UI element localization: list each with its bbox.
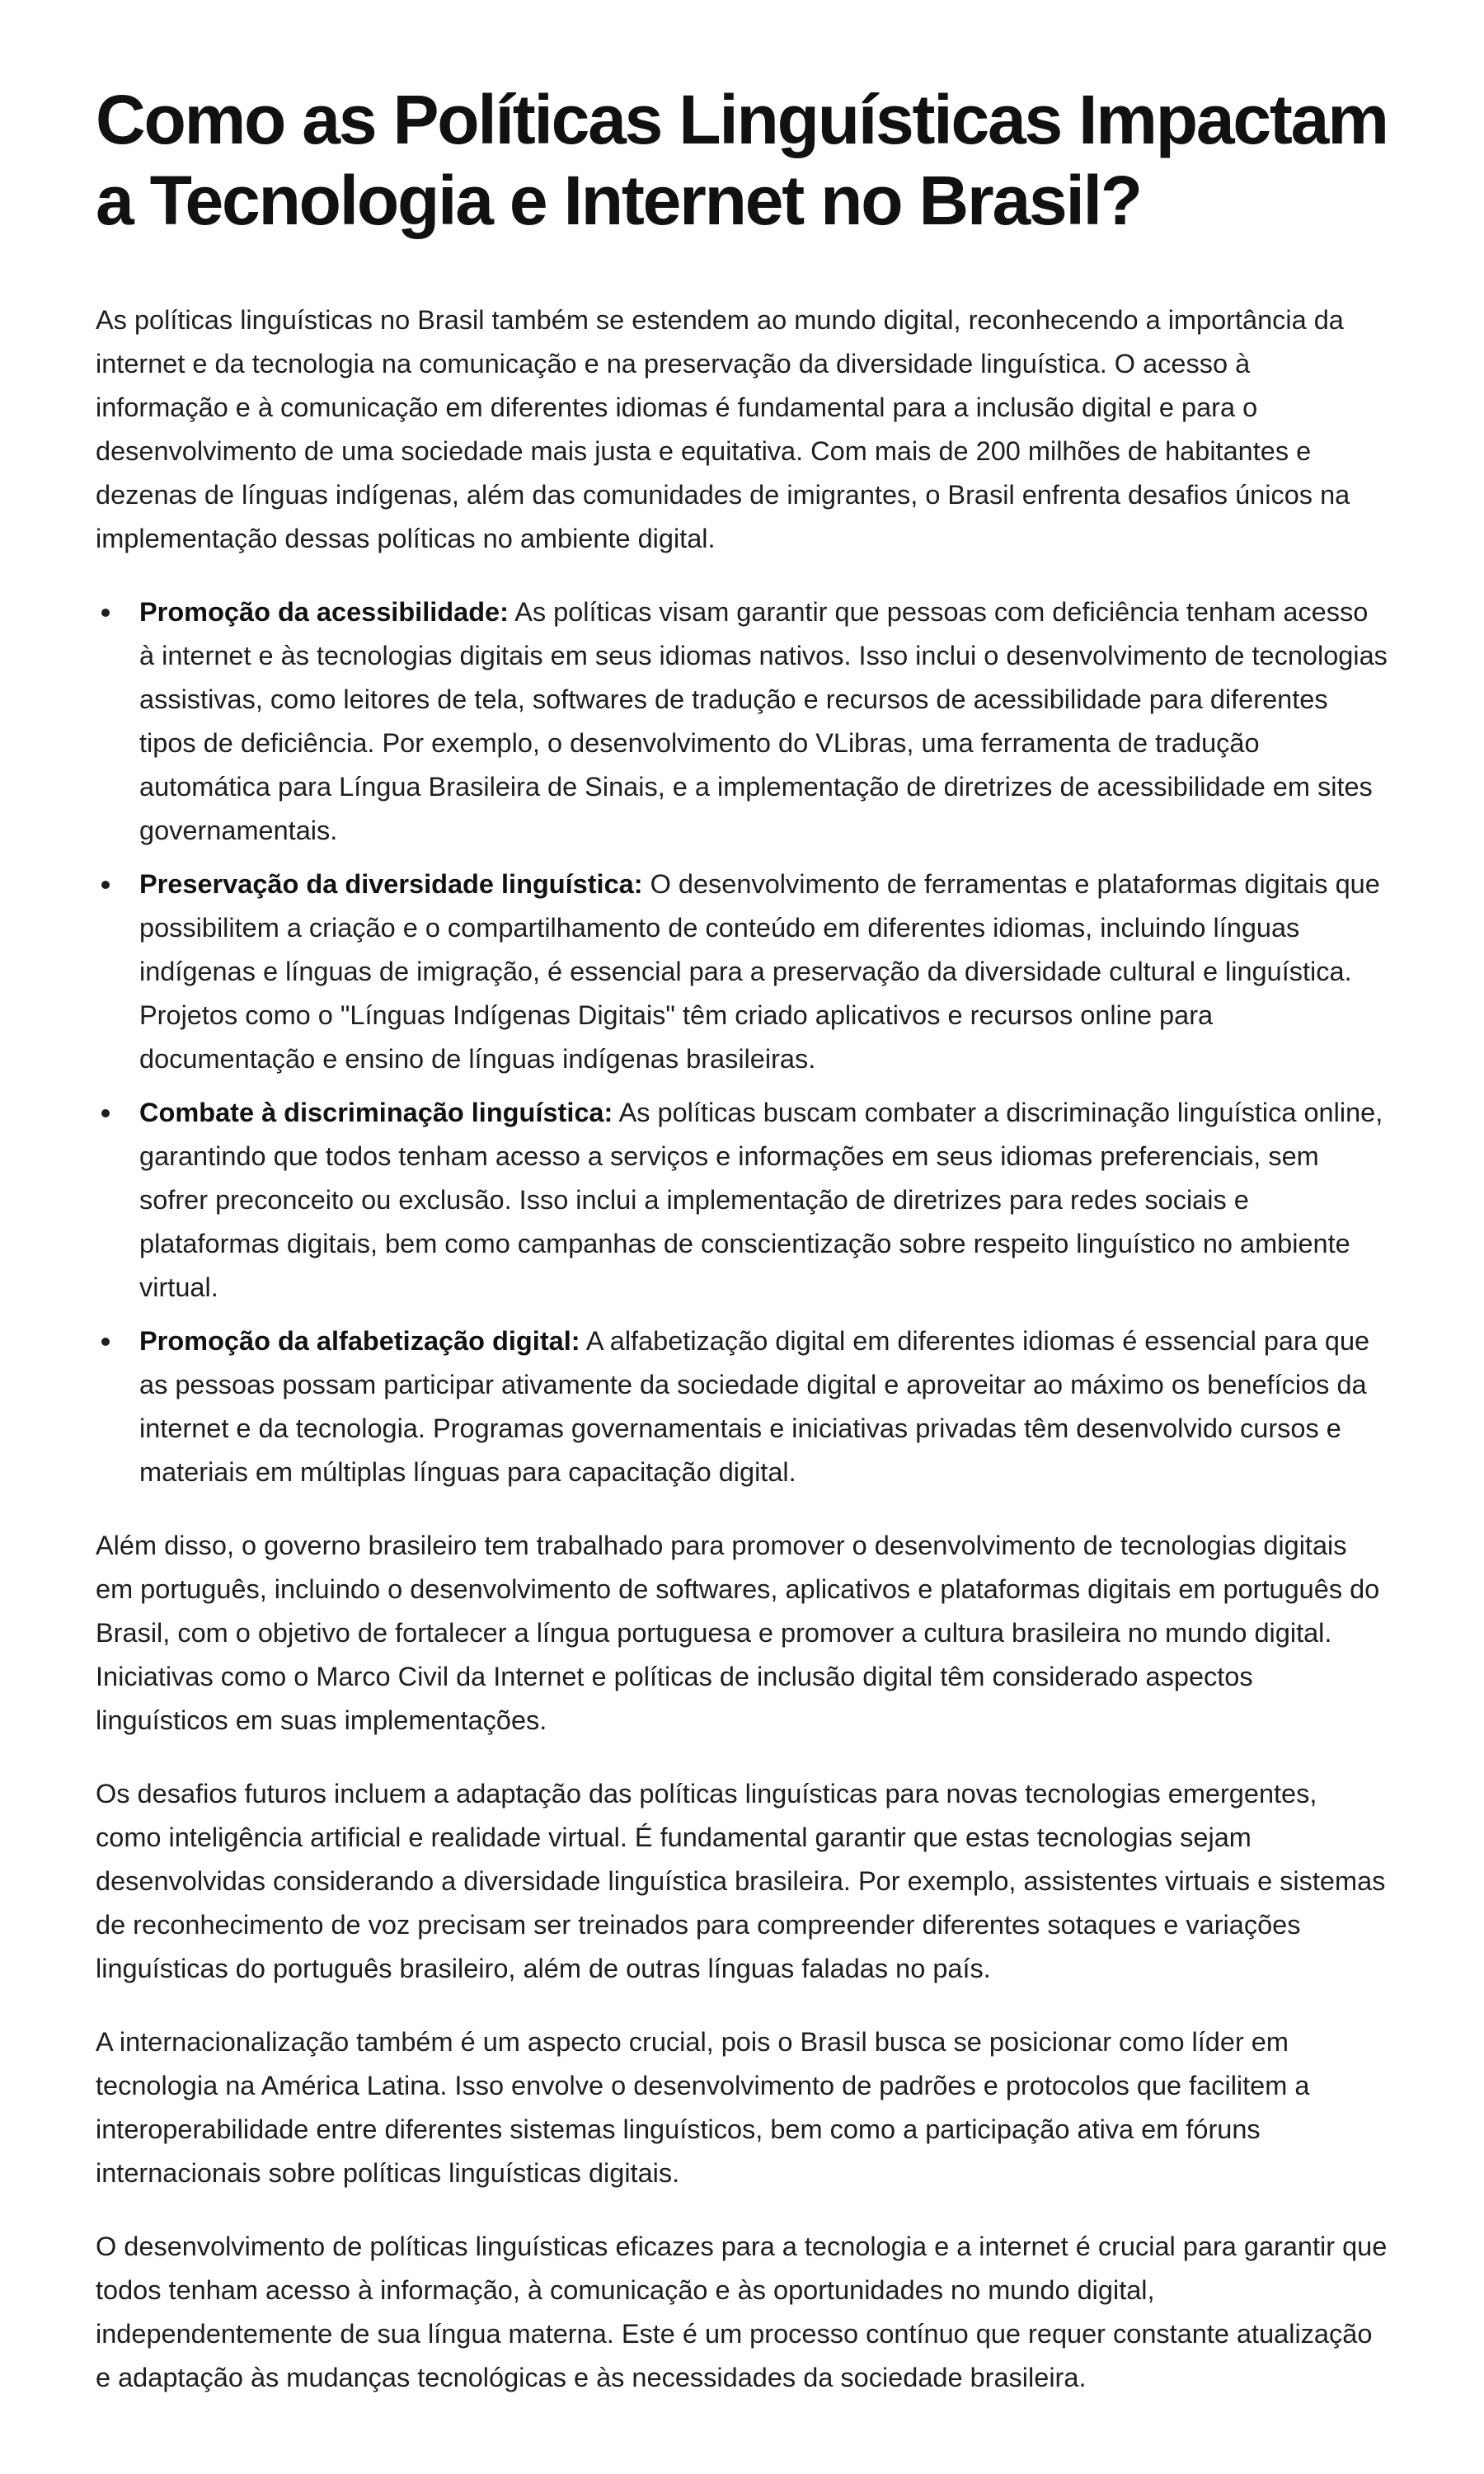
list-item-text: O desenvolvimento de ferramentas e plataformas digitais que possibilitem a criação e o compartilhamento de conteúdo em diferentes idiomas, incluindo línguas indígenas e línguas de imigração, é essencial para a preservação da diversidade cultural e linguística. Projetos como o "Línguas Indígenas Digitais" têm criado aplicativos e recursos online para documentação e ensino de línguas indígenas brasileiras. <box>139 869 1380 1074</box>
policy-list <box>96 590 1388 1494</box>
article-title: Como as Políticas Linguísticas Impactam a Tecnologia e Internet no Brasil? <box>96 81 1388 239</box>
bullet-icon <box>101 1338 110 1346</box>
list-item-term: Combate à discriminação linguística: <box>139 1098 613 1127</box>
list-item <box>96 863 1388 1081</box>
list-item <box>96 590 1388 853</box>
body-paragraph: Os desafios futuros incluem a adaptação das políticas linguísticas para novas tecnologias emergentes, como inteligência artificial e realidade virtual. É fundamental garantir que estas tecnologias sejam desenvolvidas considerando a diversidade linguística brasileira. Por exemplo, assistentes virtuais e sistemas de reconhecimento de voz precisam ser treinados para compreender diferentes sotaques e variações linguísticas do português brasileiro, além de outras línguas faladas no país. <box>96 1779 1386 1983</box>
body-paragraph: A internacionalização também é um aspecto crucial, pois o Brasil busca se posicionar como líder em tecnologia na América Latina. Isso envolve o desenvolvimento de padrões e protocolos que facilitem a interoperabilidade entre diferentes sistemas linguísticos, bem como a participação ativa em fóruns internacionais sobre políticas linguísticas digitais. <box>96 2027 1310 2188</box>
list-item-term: Promoção da acessibilidade: <box>139 597 509 627</box>
list-item-text: As políticas visam garantir que pessoas com deficiência tenham acesso à internet e às tecnologias digitais em seus idiomas nativos. Isso inclui o desenvolvimento de tecnologias assistivas, como leitores de tela, softwares de tradução e recursos de acessibilidade para diferentes tipos de deficiência. Por exemplo, o desenvolvimento do VLibras, uma ferramenta de tradução automática para Língua Brasileira de Sinais, e a implementação de diretrizes de acessibilidade em sites governamentais. <box>139 597 1388 845</box>
list-item-term: Preservação da diversidade linguística: <box>139 869 643 899</box>
list-item-text: As políticas buscam combater a discriminação linguística online, garantindo que todos tenham acesso a serviços e informações em seus idiomas preferenciais, sem sofrer preconceito ou exclusão. Isso inclui a implementação de diretrizes para redes sociais e plataformas digitais, bem como campanhas de conscientização sobre respeito linguístico no ambiente virtual. <box>139 1098 1383 1302</box>
bullet-icon <box>101 1109 110 1117</box>
bullet-icon <box>101 881 110 889</box>
bullet-icon <box>101 609 110 617</box>
list-item <box>96 1319 1388 1494</box>
body-paragraph: O desenvolvimento de políticas linguísticas eficazes para a tecnologia e a internet é crucial para garantir que todos tenham acesso à informação, à comunicação e às oportunidades no mundo digital, independentemente de sua língua materna. Este é um processo contínuo que requer constante atualização e adaptação às mudanças tecnológicas e às necessidades da sociedade brasileira. <box>96 2232 1388 2392</box>
list-item-term: Promoção da alfabetização digital: <box>139 1326 580 1356</box>
list-item <box>96 1091 1388 1310</box>
intro-paragraph: As políticas linguísticas no Brasil também se estendem ao mundo digital, reconhecendo a importância da internet e da tecnologia na comunicação e na preservação da diversidade linguística. O acesso à informação e à comunicação em diferentes idiomas é fundamental para a inclusão digital e para o desenvolvimento de uma sociedade mais justa e equitativa. Com mais de 200 milhões de habitantes e dezenas de línguas indígenas, além das comunidades de imigrantes, o Brasil enfrenta desafios únicos na implementação dessas políticas no ambiente digital. <box>96 305 1350 553</box>
list-item-text: A alfabetização digital em diferentes idiomas é essencial para que as pessoas possam participar ativamente da sociedade digital e aproveitar ao máximo os benefícios da internet e da tecnologia. Programas governamentais e iniciativas privadas têm desenvolvido cursos e materiais em múltiplas línguas para capacitação digital. <box>139 1326 1370 1487</box>
body-paragraph: Além disso, o governo brasileiro tem trabalhado para promover o desenvolvimento de tecnologias digitais em português, incluindo o desenvolvimento de softwares, aplicativos e plataformas digitais em português do Brasil, com o objetivo de fortalecer a língua portuguesa e promover a cultura brasileira no mundo digital. Iniciativas como o Marco Civil da Internet e políticas de inclusão digital têm considerado aspectos linguísticos em suas implementações. <box>96 1531 1380 1735</box>
